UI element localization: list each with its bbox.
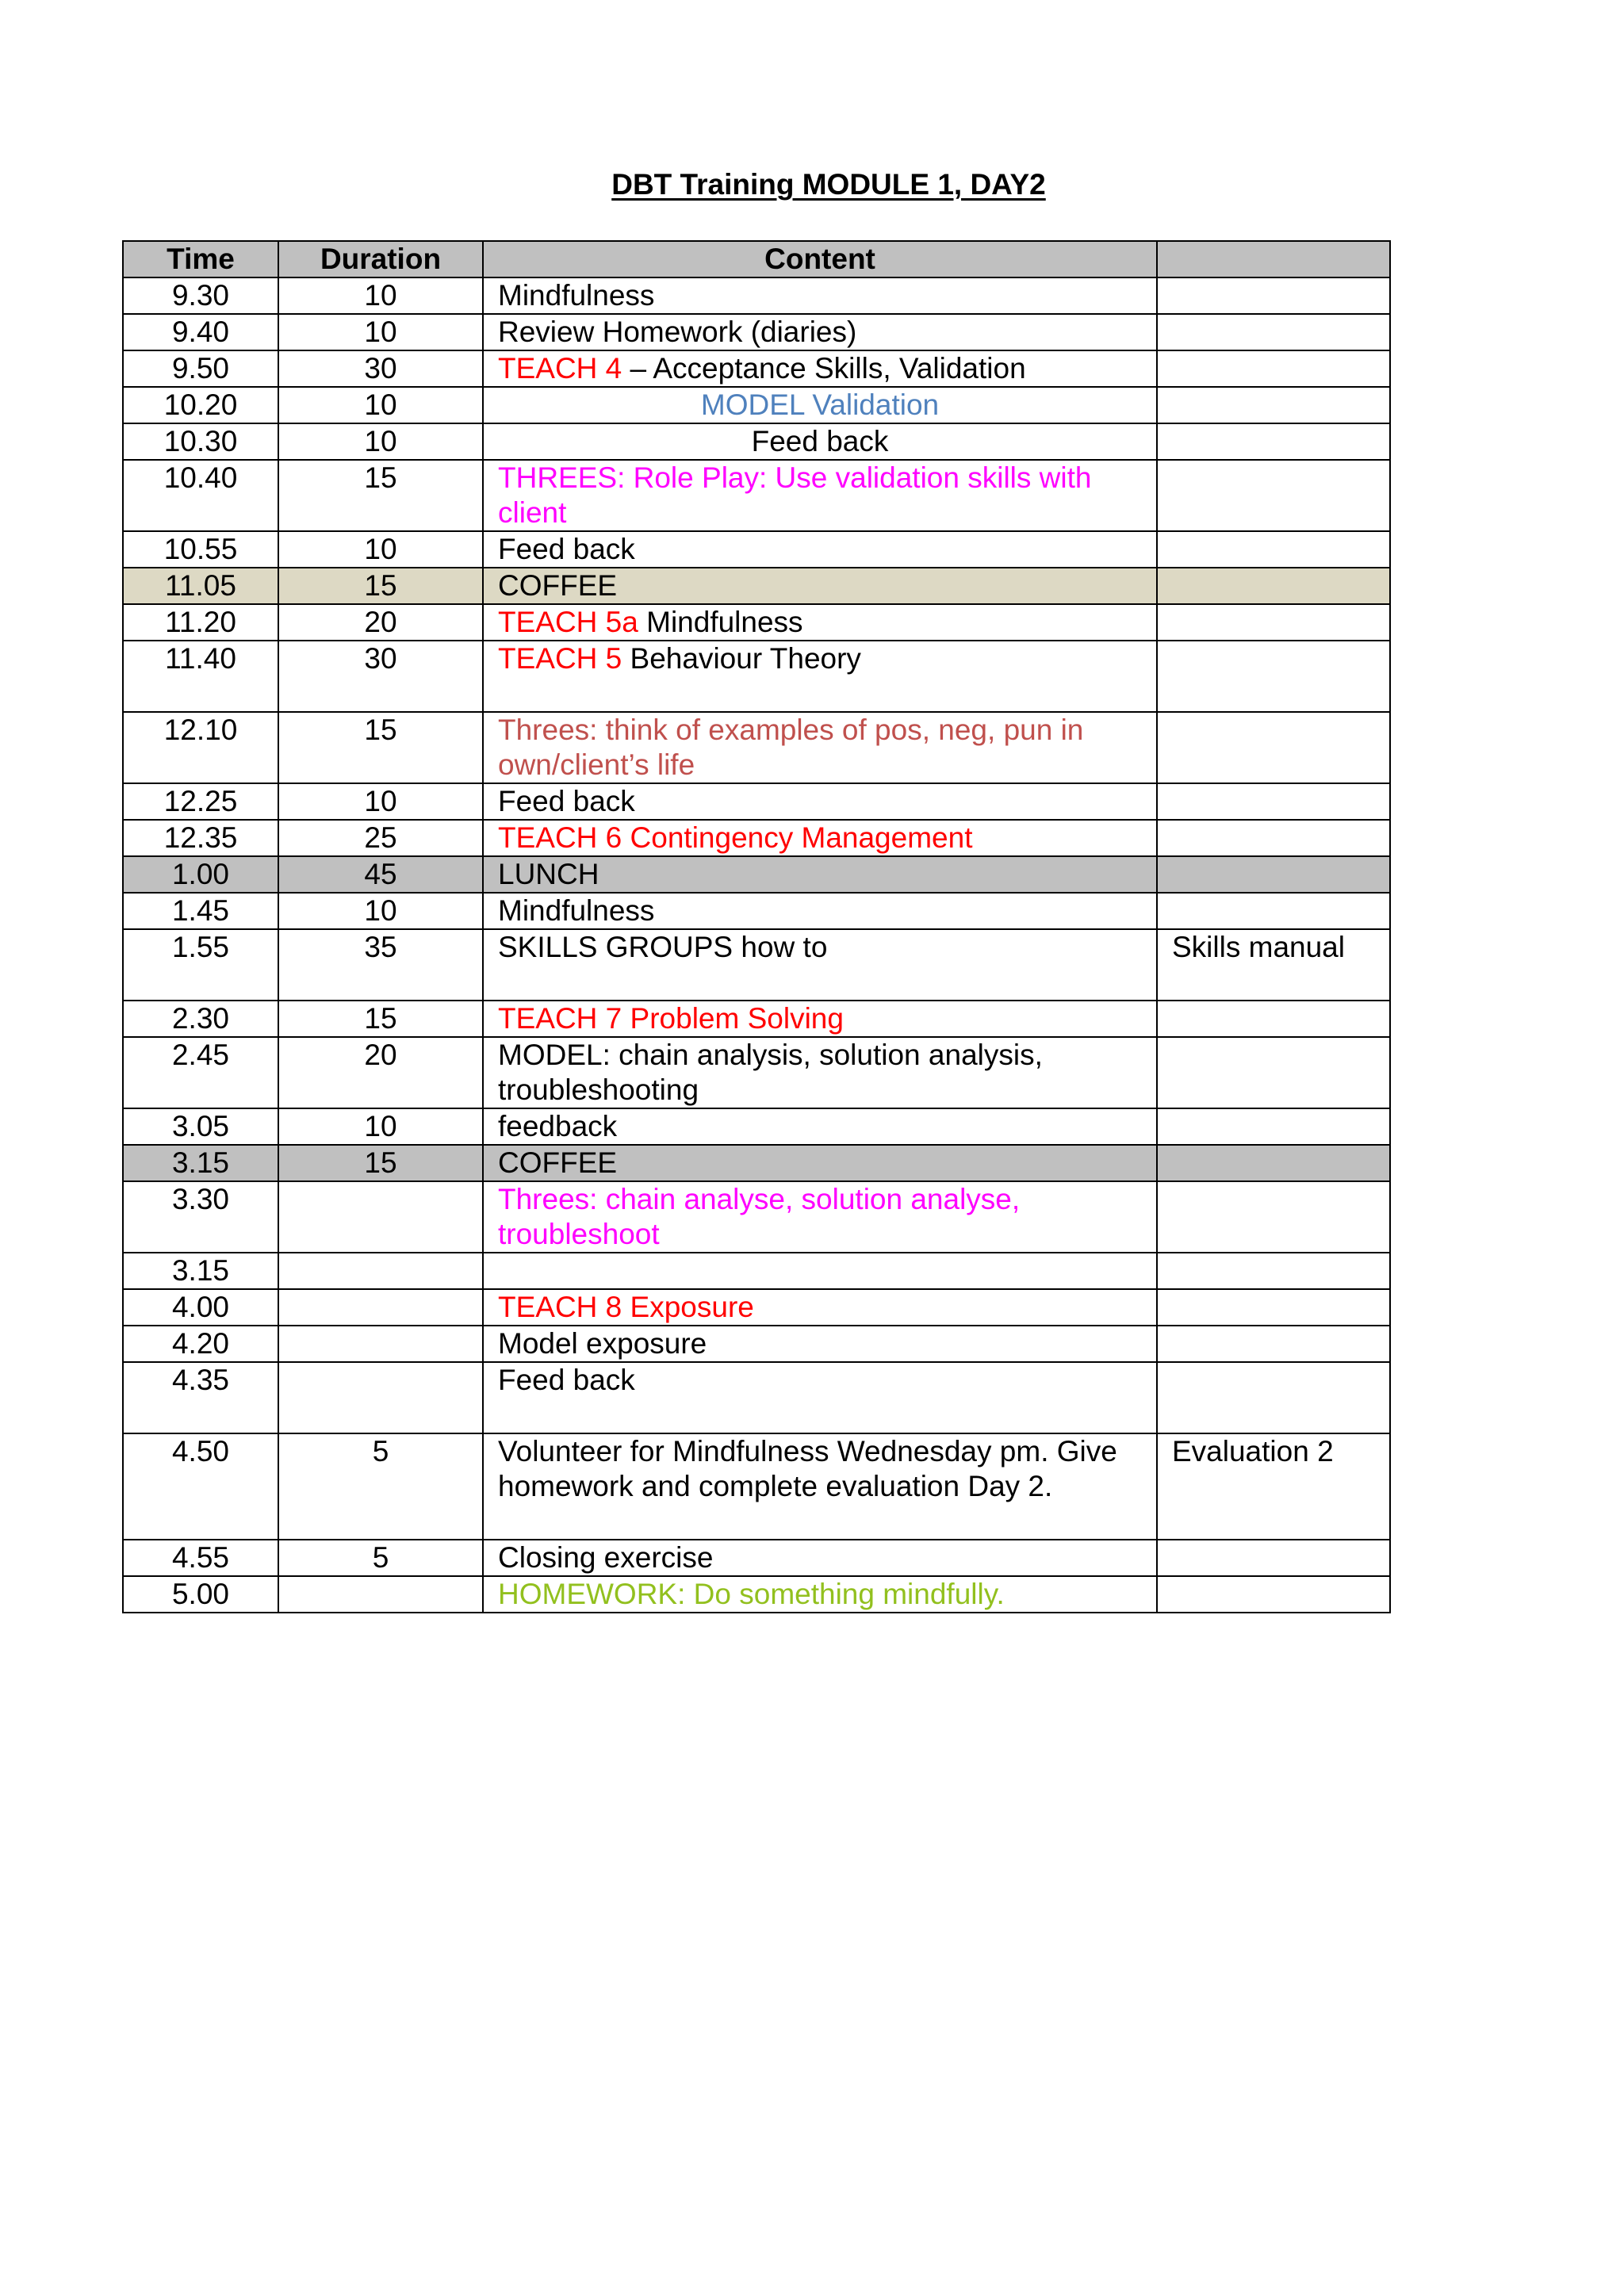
content-text: TEACH 4 bbox=[498, 352, 622, 385]
cell-duration: 15 bbox=[278, 460, 483, 531]
content-text: THREES: Role Play: Use validation skills with client bbox=[498, 461, 1092, 529]
cell-content bbox=[483, 1289, 1157, 1326]
cell-content bbox=[483, 277, 1157, 314]
cell-time: 3.15 bbox=[123, 1145, 278, 1181]
header-notes bbox=[1157, 241, 1390, 277]
cell-time: 9.50 bbox=[123, 350, 278, 387]
table-row bbox=[123, 350, 1390, 387]
cell-time: 10.40 bbox=[123, 460, 278, 531]
content-text: LUNCH bbox=[498, 858, 599, 890]
cell-notes bbox=[1157, 1253, 1390, 1289]
content-text: Mindfulness bbox=[498, 894, 655, 927]
table-row bbox=[123, 1001, 1390, 1037]
cell-notes bbox=[1157, 531, 1390, 568]
cell-content bbox=[483, 856, 1157, 893]
cell-duration: 10 bbox=[278, 893, 483, 929]
table-row bbox=[123, 1253, 1390, 1289]
cell-time: 9.30 bbox=[123, 277, 278, 314]
cell-time: 11.20 bbox=[123, 604, 278, 641]
cell-duration: 25 bbox=[278, 820, 483, 856]
page-title bbox=[0, 168, 1624, 201]
cell-time: 12.35 bbox=[123, 820, 278, 856]
content-text: Threes: chain analyse, solution analyse, troubleshoot bbox=[498, 1183, 1021, 1250]
table-header bbox=[123, 241, 1390, 277]
content-text: COFFEE bbox=[498, 1146, 618, 1179]
cell-content bbox=[483, 783, 1157, 820]
table-body bbox=[123, 277, 1390, 1613]
cell-duration bbox=[278, 1326, 483, 1362]
header-row bbox=[123, 241, 1390, 277]
cell-time: 3.05 bbox=[123, 1108, 278, 1145]
cell-content bbox=[483, 1181, 1157, 1253]
cell-time: 12.25 bbox=[123, 783, 278, 820]
cell-notes bbox=[1157, 460, 1390, 531]
content-text: Model exposure bbox=[498, 1327, 707, 1360]
cell-content bbox=[483, 387, 1157, 423]
cell-time: 2.45 bbox=[123, 1037, 278, 1108]
table-row bbox=[123, 1326, 1390, 1362]
table-row bbox=[123, 604, 1390, 641]
header-content: Content bbox=[483, 241, 1157, 277]
table-row bbox=[123, 1108, 1390, 1145]
cell-notes bbox=[1157, 1145, 1390, 1181]
content-text: Threes: think of examples of pos, neg, pun in own/client’s life bbox=[498, 714, 1084, 781]
table-row bbox=[123, 1037, 1390, 1108]
cell-notes bbox=[1157, 820, 1390, 856]
cell-content bbox=[483, 641, 1157, 712]
cell-notes bbox=[1157, 314, 1390, 350]
cell-notes bbox=[1157, 1181, 1390, 1253]
cell-time: 4.55 bbox=[123, 1540, 278, 1576]
table-row bbox=[123, 1540, 1390, 1576]
header-duration: Duration bbox=[278, 241, 483, 277]
schedule-table bbox=[122, 240, 1391, 1613]
cell-time: 4.35 bbox=[123, 1362, 278, 1433]
cell-notes bbox=[1157, 604, 1390, 641]
cell-content bbox=[483, 604, 1157, 641]
content-text: HOMEWORK: Do something mindfully. bbox=[498, 1578, 1005, 1610]
content-text: SKILLS GROUPS how to bbox=[498, 931, 828, 963]
cell-time: 1.45 bbox=[123, 893, 278, 929]
cell-notes bbox=[1157, 1108, 1390, 1145]
table-row bbox=[123, 893, 1390, 929]
cell-duration: 20 bbox=[278, 604, 483, 641]
cell-duration bbox=[278, 1181, 483, 1253]
table-row bbox=[123, 783, 1390, 820]
table-row bbox=[123, 1576, 1390, 1613]
cell-content bbox=[483, 893, 1157, 929]
table-row bbox=[123, 856, 1390, 893]
cell-notes bbox=[1157, 277, 1390, 314]
content-text: TEACH 6 Contingency Management bbox=[498, 821, 973, 854]
cell-duration: 10 bbox=[278, 314, 483, 350]
cell-time: 1.00 bbox=[123, 856, 278, 893]
table-row bbox=[123, 641, 1390, 712]
cell-notes: Skills manual bbox=[1157, 929, 1390, 1001]
table-row bbox=[123, 929, 1390, 1001]
content-text: TEACH 5 bbox=[498, 642, 622, 675]
table-row bbox=[123, 460, 1390, 531]
cell-duration: 5 bbox=[278, 1540, 483, 1576]
cell-content bbox=[483, 568, 1157, 604]
table-row bbox=[123, 1145, 1390, 1181]
cell-notes bbox=[1157, 1362, 1390, 1433]
cell-content bbox=[483, 820, 1157, 856]
content-text: Feed back bbox=[498, 785, 635, 817]
cell-content bbox=[483, 1108, 1157, 1145]
cell-time: 4.20 bbox=[123, 1326, 278, 1362]
cell-content bbox=[483, 460, 1157, 531]
cell-duration: 35 bbox=[278, 929, 483, 1001]
table-row bbox=[123, 1362, 1390, 1433]
cell-content bbox=[483, 350, 1157, 387]
cell-content bbox=[483, 1253, 1157, 1289]
cell-content bbox=[483, 423, 1157, 460]
content-text: feedback bbox=[498, 1110, 618, 1142]
cell-time: 10.20 bbox=[123, 387, 278, 423]
cell-time: 4.50 bbox=[123, 1433, 278, 1540]
cell-notes bbox=[1157, 1576, 1390, 1613]
table-row bbox=[123, 387, 1390, 423]
cell-notes bbox=[1157, 893, 1390, 929]
content-text: MODEL: chain analysis, solution analysis, troubleshooting bbox=[498, 1039, 1043, 1106]
cell-notes bbox=[1157, 641, 1390, 712]
table-row bbox=[123, 1181, 1390, 1253]
cell-time: 4.00 bbox=[123, 1289, 278, 1326]
cell-content bbox=[483, 1037, 1157, 1108]
cell-content bbox=[483, 531, 1157, 568]
cell-duration: 15 bbox=[278, 1145, 483, 1181]
cell-content bbox=[483, 1362, 1157, 1433]
cell-duration: 45 bbox=[278, 856, 483, 893]
content-text: TEACH 8 Exposure bbox=[498, 1291, 754, 1323]
content-text: Volunteer for Mindfulness Wednesday pm. Give homework and complete evaluation Day 2. bbox=[498, 1435, 1117, 1502]
content-text: TEACH 7 Problem Solving bbox=[498, 1002, 844, 1035]
cell-notes bbox=[1157, 423, 1390, 460]
cell-duration: 30 bbox=[278, 350, 483, 387]
cell-time: 9.40 bbox=[123, 314, 278, 350]
cell-time: 11.40 bbox=[123, 641, 278, 712]
content-text: Feed back bbox=[498, 1364, 635, 1396]
cell-duration: 10 bbox=[278, 1108, 483, 1145]
cell-content bbox=[483, 314, 1157, 350]
cell-duration: 10 bbox=[278, 531, 483, 568]
cell-duration: 20 bbox=[278, 1037, 483, 1108]
cell-duration: 10 bbox=[278, 277, 483, 314]
content-text: Mindfulness bbox=[638, 606, 803, 638]
cell-time: 3.15 bbox=[123, 1253, 278, 1289]
content-text: TEACH 5a bbox=[498, 606, 638, 638]
cell-duration: 10 bbox=[278, 783, 483, 820]
cell-duration: 5 bbox=[278, 1433, 483, 1540]
cell-content bbox=[483, 1576, 1157, 1613]
cell-duration: 15 bbox=[278, 1001, 483, 1037]
cell-duration: 10 bbox=[278, 423, 483, 460]
content-text: MODEL Validation bbox=[700, 388, 940, 421]
content-text: Feed back bbox=[498, 533, 635, 565]
content-text: Feed back bbox=[751, 425, 889, 457]
cell-content bbox=[483, 1433, 1157, 1540]
table-row bbox=[123, 423, 1390, 460]
cell-content bbox=[483, 712, 1157, 783]
cell-time: 10.55 bbox=[123, 531, 278, 568]
cell-time: 11.05 bbox=[123, 568, 278, 604]
table-row bbox=[123, 1289, 1390, 1326]
table-row bbox=[123, 712, 1390, 783]
cell-content bbox=[483, 929, 1157, 1001]
cell-notes bbox=[1157, 350, 1390, 387]
table-row bbox=[123, 314, 1390, 350]
table-row bbox=[123, 531, 1390, 568]
cell-duration: 30 bbox=[278, 641, 483, 712]
content-text: Review Homework (diaries) bbox=[498, 316, 857, 348]
cell-content bbox=[483, 1326, 1157, 1362]
cell-duration: 15 bbox=[278, 568, 483, 604]
cell-notes: Evaluation 2 bbox=[1157, 1433, 1390, 1540]
cell-duration bbox=[278, 1289, 483, 1326]
cell-duration: 15 bbox=[278, 712, 483, 783]
cell-notes bbox=[1157, 1037, 1390, 1108]
cell-duration: 10 bbox=[278, 387, 483, 423]
cell-duration bbox=[278, 1362, 483, 1433]
content-text: Closing exercise bbox=[498, 1541, 714, 1574]
table-row bbox=[123, 277, 1390, 314]
cell-time: 1.55 bbox=[123, 929, 278, 1001]
cell-notes bbox=[1157, 712, 1390, 783]
content-text: COFFEE bbox=[498, 569, 618, 602]
content-text: – Acceptance Skills, Validation bbox=[622, 352, 1026, 385]
table-row bbox=[123, 1433, 1390, 1540]
cell-duration bbox=[278, 1576, 483, 1613]
table-row bbox=[123, 568, 1390, 604]
cell-notes bbox=[1157, 1540, 1390, 1576]
content-text: Mindfulness bbox=[498, 279, 655, 312]
cell-content bbox=[483, 1145, 1157, 1181]
table-row bbox=[123, 820, 1390, 856]
header-time: Time bbox=[123, 241, 278, 277]
cell-notes bbox=[1157, 856, 1390, 893]
cell-time: 12.10 bbox=[123, 712, 278, 783]
cell-notes bbox=[1157, 1326, 1390, 1362]
cell-content bbox=[483, 1540, 1157, 1576]
cell-time: 2.30 bbox=[123, 1001, 278, 1037]
cell-notes bbox=[1157, 568, 1390, 604]
cell-notes bbox=[1157, 783, 1390, 820]
cell-notes bbox=[1157, 1289, 1390, 1326]
content-text: Behaviour Theory bbox=[622, 642, 861, 675]
page-title-text: DBT Training MODULE 1, DAY2 bbox=[611, 168, 1046, 201]
cell-content bbox=[483, 1001, 1157, 1037]
cell-duration bbox=[278, 1253, 483, 1289]
cell-notes bbox=[1157, 1001, 1390, 1037]
cell-notes bbox=[1157, 387, 1390, 423]
cell-time: 10.30 bbox=[123, 423, 278, 460]
cell-time: 5.00 bbox=[123, 1576, 278, 1613]
cell-time: 3.30 bbox=[123, 1181, 278, 1253]
